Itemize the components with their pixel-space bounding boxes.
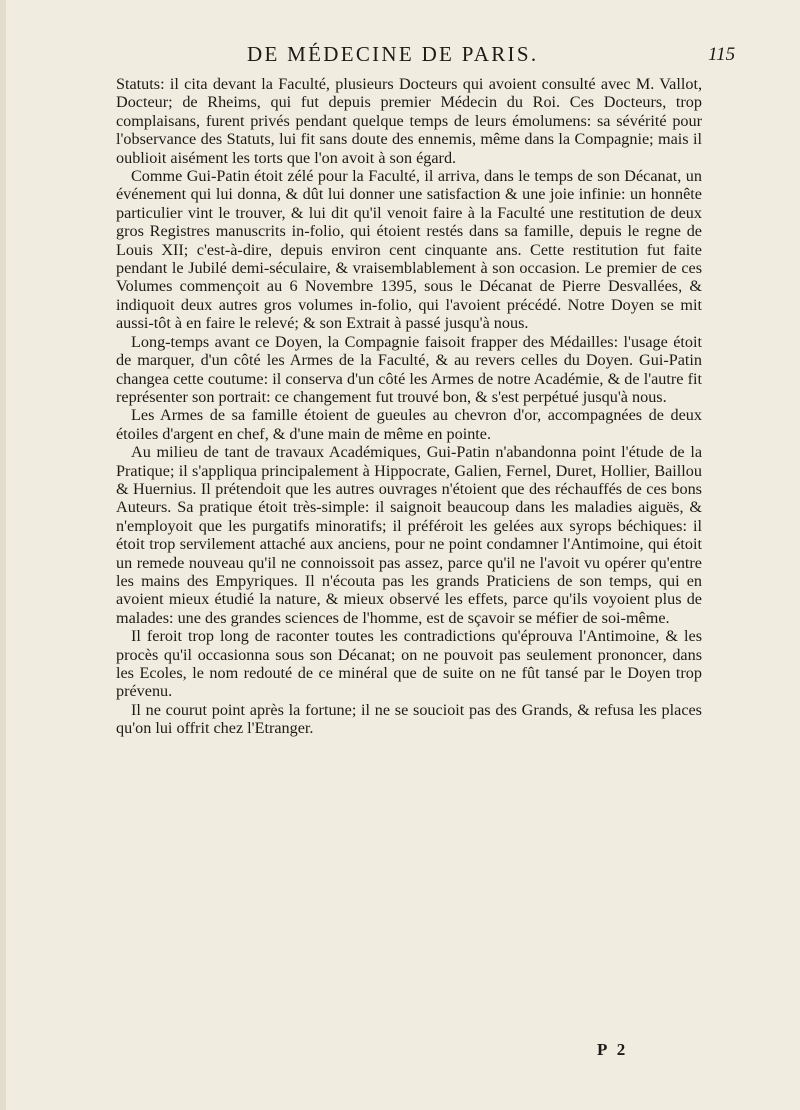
paragraph-medailles: Long-temps avant ce Doyen, la Compagnie faisoit frapper des Médailles: l'usage étoit de marquer, d'un côté les Armes de la Faculté, & au revers celles du Doyen. Gui-Patin changea cette coutume: il conserva d'un côté les Armes de notre Académie, & de l'autre fit représenter son portrait: ce changement fut trouvé bon, & s'est perpétué jusqu'à nous. xyxy=(116,332,702,406)
signature-mark: P 2 xyxy=(597,1040,629,1059)
page-edge xyxy=(0,0,6,1110)
page-header xyxy=(0,42,800,72)
paragraph-pratique: Au milieu de tant de travaux Académiques, Gui-Patin n'abandonna point l'étude de la Pratique; il s'appliqua principalement à Hippocrate, Galien, Fernel, Duret, Hollier, Baillou & Huernius. Il prétendoit que les autres ouvrages n'étoient que des réchauffés de ces bons Auteurs. Sa pratique étoit très-simple: il saignoit beaucoup dans les maladies aiguës, & n'employoit que les purgatifs minoratifs; il préféroit les gelées aux syrops béchiques: il étoit trop servilement attaché aux anciens, pour ne point condamner l'Antimoine, qui étoit un remede nouveau qu'il ne connoissoit pas assez, parce qu'il ne l'avoit vu opérer qu'entre les mains des Empyriques. Il n'écouta pas les grands Praticiens de son temps, qui en avoient mieux étudié la nature, & mieux observé les effets, parce qu'ils voyoient plus de malades: une des grandes sciences de l'homme, est de sçavoir se méfier de soi-même. xyxy=(116,443,702,627)
body-text xyxy=(116,75,702,738)
paragraph-armes: Les Armes de sa famille étoient de gueules au chevron d'or, accompagnées de deux étoiles d'argent en chef, & d'une main de même en pointe. xyxy=(116,406,702,443)
paragraph-registres: Comme Gui-Patin étoit zélé pour la Faculté, il arriva, dans le temps de son Décanat, un événement qui lui donna, & dût lui donner une satisfaction & une joie infinie: un honnête particulier vint le trouver, & lui dit qu'il venoit faire à la Faculté une restitution de deux gros Registres manuscrits in-folio, qui étoient restés dans sa famille, depuis le regne de Louis XII; c'est-à-dire, depuis environ cent cinquante ans. Cette restitution fut faite pendant le Jubilé demi-séculaire, & vraisemblablement à son occasion. Le premier de ces Volumes commençoit au 6 Novembre 1395, sous le Décanat de Pierre Desvallées, & indiquoit deux autres gros volumes in-folio, qui l'avoient précédé. Notre Doyen se mit aussi-tôt à en faire le relevé; & son Extrait à passé jusqu'à nous. xyxy=(116,167,702,333)
page-number: 115 xyxy=(708,44,736,65)
paragraph-fortune: Il ne courut point après la fortune; il ne se soucioit pas des Grands, & refusa les places qu'on lui offrit chez l'Etranger. xyxy=(116,700,702,738)
running-head: DE MÉDECINE DE PARIS. xyxy=(247,42,539,66)
paragraph-statuts: Statuts: il cita devant la Faculté, plusieurs Docteurs qui avoient consulté avec M. Vallot, Docteur; de Rheims, qui fut depuis premier Médecin du Roi. Ces Docteurs, trop complaisans, furent privés pendant quelque temps de leurs émolumens: sa sévérité pour l'observance des Statuts, lui fit sans doute des ennemis, même dans la Compagnie; mais il oublioit aisément les torts que l'on avoit à son égard. xyxy=(116,75,702,167)
paragraph-antimoine: Il feroit trop long de raconter toutes les contradictions qu'éprouva l'Antimoine, & les procès qu'il occasionna sous son Décanat; on ne pouvoit pas seulement prononcer, dans les Ecoles, le nom redouté de ce minéral que de suite on ne fût tansé par le Doyen trop prévenu. xyxy=(116,627,702,701)
